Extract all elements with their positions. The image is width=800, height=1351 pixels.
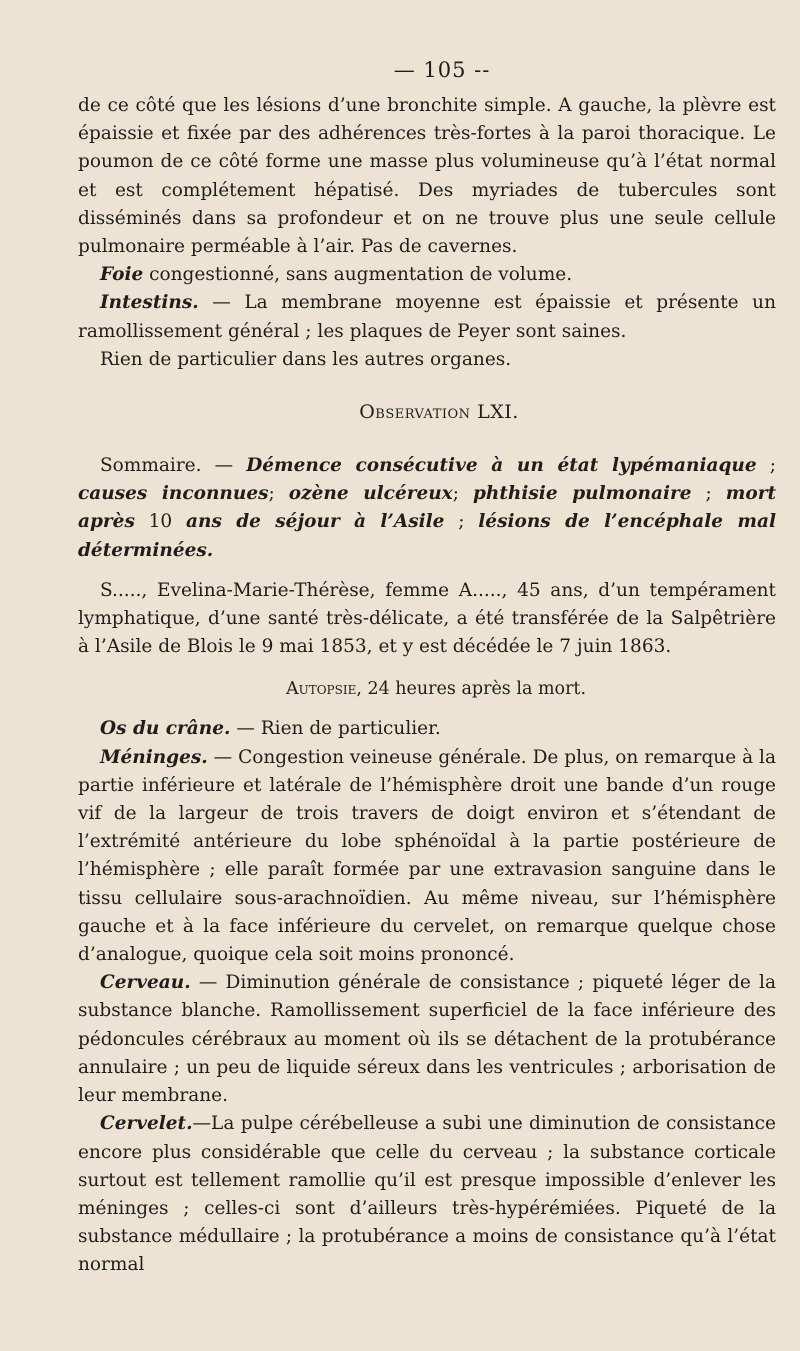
summary-text: ozène ulcéreux <box>288 483 453 505</box>
paragraph-text: de ce côté que les lésions d’une bronchite simple. A gauche, la plèvre est épaissie et fixée par des adhérences très-fortes à la paroi thoracique. Le poumon de ce côté forme une masse plus volumineuse qu’à l’état normal et est complétement hépatisé. Des myriades de tubercules sont disséminés dans sa profondeur et on ne trouve plus une seule cellule pulmonaire perméable à l’air. Pas de cavernes. <box>78 95 776 258</box>
section-lead-intestines: Intestins. <box>100 292 199 314</box>
paragraph-text: — Diminution générale de consistance ; piqueté léger de la substance blanche. Ramollissement superficiel de la face inférieure des pédoncules cérébraux au moment où ils se détachent de la protubérance annulaire ; un peu de liquide séreux dans les ventricules ; arborisation de leur membrane. <box>78 972 776 1107</box>
paragraph-cerebellum <box>78 1110 776 1279</box>
paragraph-text: congestionné, sans augmentation de volume. <box>143 264 573 286</box>
summary-text: Démence consécutive à un état lypémaniaque <box>246 455 757 477</box>
page-number: — 105 -- <box>393 58 491 82</box>
autopsy-title <box>78 675 776 703</box>
summary-punct: ; <box>691 483 726 505</box>
summary-paragraph <box>78 452 776 565</box>
summary-punct: ; <box>756 455 776 477</box>
paragraph-text: — La membrane moyenne est épaissie et présente un ramollissement général ; les plaques de Peyer sont saines. <box>78 292 776 342</box>
observation-title: Observation LXI. <box>359 401 519 424</box>
summary-punct: ; <box>268 483 289 505</box>
paragraph-skull <box>78 715 776 743</box>
paragraph-other-organs <box>78 346 776 374</box>
summary-text: phthisie pulmonaire <box>472 483 692 505</box>
section-lead-brain: Cerveau. <box>100 972 191 994</box>
paragraph-text: Rien de particulier dans les autres organes. <box>100 348 512 370</box>
summary-punct: ; <box>452 483 473 505</box>
paragraph-text: — Congestion veineuse générale. De plus, on remarque à la partie inférieure et latérale de l’hémisphère droit une bande d’un rouge vif de la largeur de trois travers de doigt environ et s’étendant de l’extrémité antérieure du lobe sphénoïdal à la partie postérieure de l’hémisphère ; elle paraît formée par une extravasion sanguine dans le tissu cellulaire sous-arachnoïdien. Au même niveau, sur l’hémisphère gauche et à la face inférieure du cervelet, on remarque quelque chose d’analogue, quoique cela soit moins prononcé. <box>78 746 776 966</box>
summary-text: causes inconnues <box>78 483 269 505</box>
summary-text: ans de séjour à l’Asile <box>186 511 445 533</box>
section-lead-skull: Os du crâne. <box>100 718 231 740</box>
section-lead-liver: Foie <box>100 264 144 286</box>
paragraph-liver <box>78 261 776 289</box>
summary-label: Sommaire. — <box>100 455 247 477</box>
section-lead-meninges: Méninges. <box>100 746 208 768</box>
paragraph-text: — Rien de particulier. <box>230 718 441 740</box>
summary-number: 10 <box>134 511 186 533</box>
autopsy-text: 24 heures après la mort. <box>361 679 587 700</box>
paragraph-meninges <box>78 744 776 970</box>
section-lead-cerebellum: Cervelet. <box>100 1113 193 1135</box>
paragraph-brain <box>78 969 776 1110</box>
patient-paragraph: S....., Evelina-Marie-Thérèse, femme A....., 45 ans, d’un tempérament lymphatique, d’une santé très-délicate, a été transférée de la Salpêtrière à l’Asile de Blois le 9 mai 1853, et y est décédée le 7 juin 1863. <box>78 579 776 658</box>
paragraph-text: —La pulpe cérébelleuse a subi une diminution de consistance encore plus considérable que celle du cerveau ; la substance corticale surtout est tellement ramollie qu’il est presque impossible d’enlever les méninges ; celles-ci sont d’ailleurs très-hypérémiées. Piqueté de la substance médullaire ; la protubérance a moins de consistance qu’à l’état normal <box>78 1113 776 1276</box>
autopsy-label: Autopsie, <box>285 679 362 700</box>
summary-punct: ; <box>444 511 479 533</box>
summary-text: mort après <box>78 483 776 533</box>
paragraph-intestines <box>78 289 776 345</box>
paragraph-lungs <box>78 92 776 261</box>
summary-text: lésions de l’encéphale mal déterminées. <box>78 511 776 561</box>
